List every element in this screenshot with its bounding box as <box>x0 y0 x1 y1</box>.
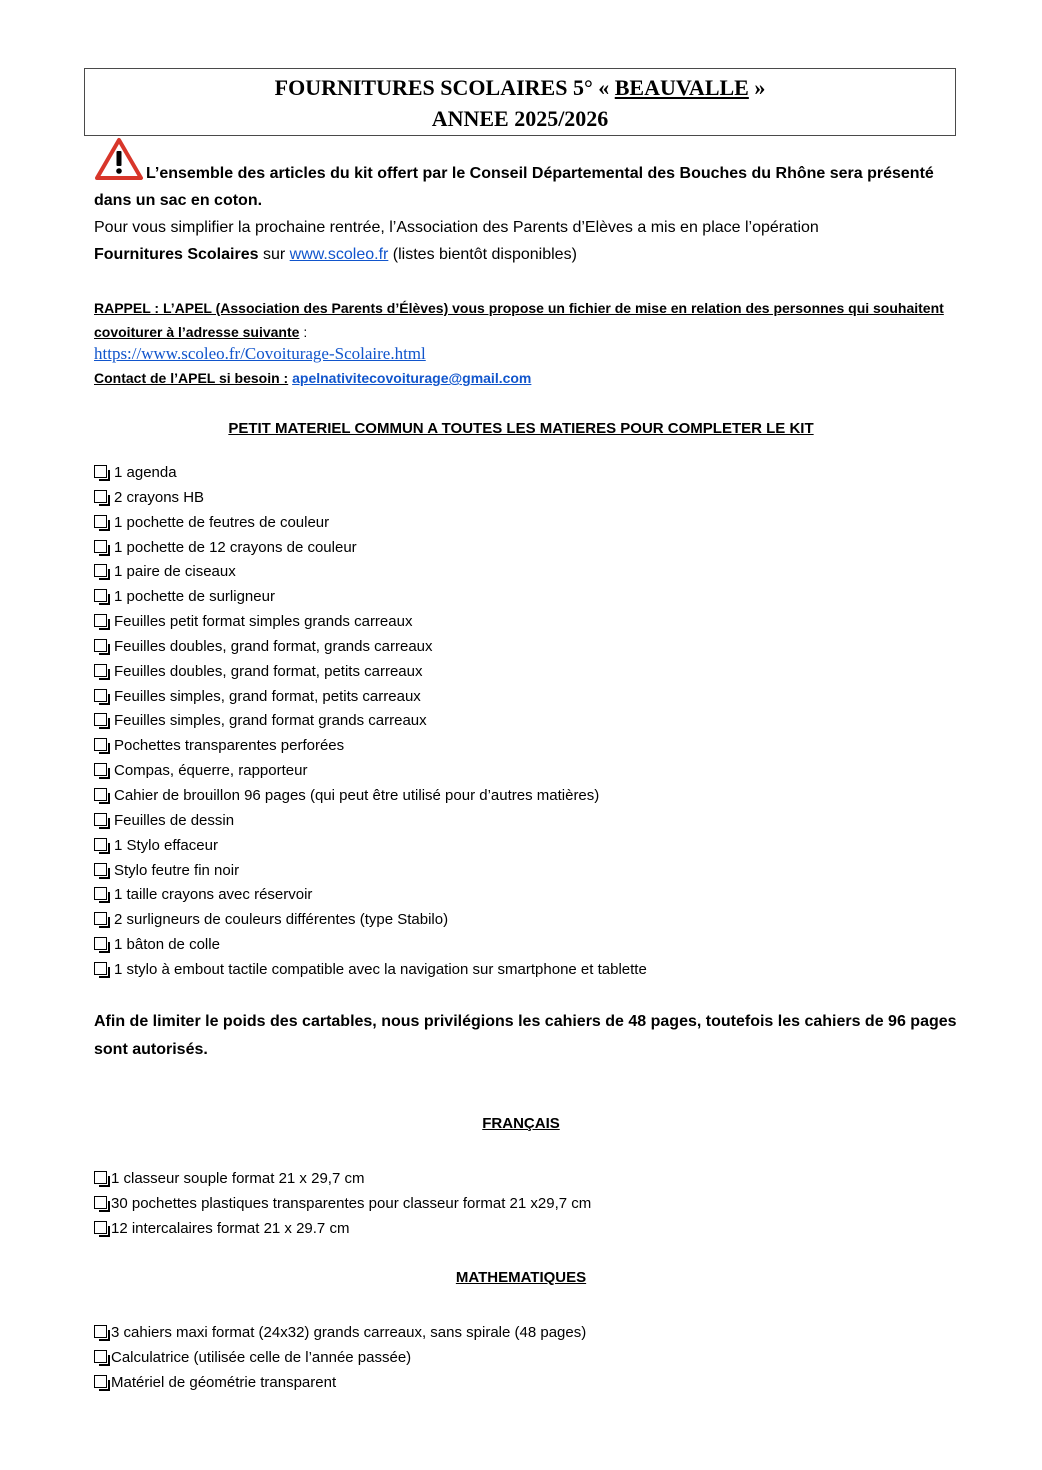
checklist-item <box>94 908 647 933</box>
checklist-item-label: Feuilles simples, grand format grands carreaux <box>114 712 427 730</box>
checklist-item-label: Pochettes transparentes perforées <box>114 737 345 755</box>
page-title <box>85 72 955 103</box>
intro-block <box>94 160 954 268</box>
checklist-item-label: 1 pochette de feutres de couleur <box>114 513 330 531</box>
checklist-item <box>94 635 647 660</box>
common-heading: PETIT MATERIEL COMMUN A TOUTES LES MATIERES POUR COMPLETER LE KIT <box>228 420 814 437</box>
checklist-item <box>94 809 647 834</box>
checklist-item-label: 12 intercalaires format 21 x 29.7 cm <box>111 1219 350 1237</box>
checkbox-icon[interactable] <box>94 564 107 577</box>
checklist-item-label: 2 crayons HB <box>114 488 205 506</box>
checklist-item <box>94 1321 586 1346</box>
contact-label: Contact de l’APEL si besoin : <box>94 370 289 386</box>
checklist-item-label: Compas, équerre, rapporteur <box>114 762 308 780</box>
checklist-item <box>94 883 647 908</box>
checklist-item <box>94 1371 586 1396</box>
maths-heading: MATHEMATIQUES <box>455 1269 587 1286</box>
checklist-item-label: Cahier de brouillon 96 pages (qui peut être utilisé pour d’autres matières) <box>114 786 600 804</box>
checklist-item-label: Feuilles doubles, grand format, petits carreaux <box>114 662 423 680</box>
common-list <box>94 461 647 983</box>
checklist-item <box>94 784 647 809</box>
checklist-item-label: Matériel de géométrie transparent <box>111 1373 337 1391</box>
checklist-item-label: 1 paire de ciseaux <box>114 563 236 581</box>
checklist-item-label: 1 taille crayons avec réservoir <box>114 886 313 904</box>
checkbox-icon[interactable] <box>94 1196 107 1209</box>
maths-list <box>94 1321 586 1396</box>
checklist-item <box>94 1217 591 1242</box>
checkbox-icon[interactable] <box>94 664 107 677</box>
checkbox-icon[interactable] <box>94 614 107 627</box>
sur-word: sur <box>262 246 286 263</box>
school-year: ANNEE 2025/2026 <box>431 106 609 131</box>
checkbox-icon[interactable] <box>94 490 107 503</box>
checklist-item <box>94 834 647 859</box>
checklist-item <box>94 461 647 486</box>
checklist-item <box>94 859 647 884</box>
checklist-item-label: 1 pochette de surligneur <box>114 588 275 606</box>
title-box <box>84 68 956 136</box>
checkbox-icon[interactable] <box>94 763 107 776</box>
checklist-item-label: Feuilles simples, grand format, petits carreaux <box>114 687 421 705</box>
weight-note: Afin de limiter le poids des cartables, nous privilégions les cahiers de 48 pages, toutefois les cahiers de 96 pages sont autorisés. <box>94 1013 957 1058</box>
scoleo-link[interactable]: www.scoleo.fr <box>289 246 389 263</box>
checklist-item-label: 2 surligneurs de couleurs différentes (type Stabilo) <box>114 911 449 929</box>
checklist-item <box>94 610 647 635</box>
checklist-item-label: 1 bâton de colle <box>114 936 220 954</box>
checkbox-icon[interactable] <box>94 1221 107 1234</box>
checklist-item-label: 1 classeur souple format 21 x 29,7 cm <box>111 1170 365 1187</box>
rappel-colon: : <box>299 324 308 340</box>
checklist-item <box>94 1167 591 1192</box>
rappel-text: RAPPEL : L’APEL (Association des Parents d’Élèves) vous propose un fichier de mise en relation des personnes qui souhaitent covoiturer à l’adresse suivante <box>94 300 944 340</box>
francais-heading: FRANÇAIS <box>482 1115 560 1132</box>
checklist-item <box>94 1346 586 1371</box>
checkbox-icon[interactable] <box>94 937 107 950</box>
checklist-item <box>94 1192 591 1217</box>
intro-operation <box>94 241 954 268</box>
checklist-item <box>94 585 647 610</box>
checkbox-icon[interactable] <box>94 689 107 702</box>
checkbox-icon[interactable] <box>94 838 107 851</box>
checklist-item <box>94 486 647 511</box>
checklist-item <box>94 759 647 784</box>
checkbox-icon[interactable] <box>94 912 107 925</box>
checkbox-icon[interactable] <box>94 738 107 751</box>
checkbox-icon[interactable] <box>94 863 107 876</box>
checkbox-icon[interactable] <box>94 540 107 553</box>
checklist-item-label: Stylo feutre fin noir <box>114 861 240 879</box>
checkbox-icon[interactable] <box>94 813 107 826</box>
checklist-item <box>94 734 647 759</box>
checkbox-icon[interactable] <box>94 465 107 478</box>
intro-line: Pour vous simplifier la prochaine rentrée, l’Association des Parents d’Elèves a mis en place l’opération <box>94 219 819 236</box>
title-suffix: » <box>754 75 766 100</box>
checklist-item <box>94 511 647 536</box>
checklist-item <box>94 958 647 983</box>
francais-list <box>94 1167 591 1242</box>
checkbox-icon[interactable] <box>94 713 107 726</box>
checklist-item-label: 1 pochette de 12 crayons de couleur <box>114 538 357 556</box>
checklist-item-label: 3 cahiers maxi format (24x32) grands carreaux, sans spirale (48 pages) <box>111 1324 587 1341</box>
checkbox-icon[interactable] <box>94 589 107 602</box>
checkbox-icon[interactable] <box>94 1325 107 1338</box>
checklist-item <box>94 933 647 958</box>
checklist-item-label: Feuilles petit format simples grands carreaux <box>114 613 413 631</box>
contact-line <box>94 367 954 389</box>
title-prefix: FOURNITURES SCOLAIRES 5° « <box>274 75 610 100</box>
operation-name: Fournitures Scolaires <box>94 246 259 263</box>
checklist-item-label: 1 agenda <box>114 464 177 481</box>
checklist-item <box>94 685 647 710</box>
school-name: BEAUVALLE <box>614 75 749 100</box>
checklist-item <box>94 536 647 561</box>
checklist-item <box>94 709 647 734</box>
checklist-item-label: Feuilles de dessin <box>114 811 235 829</box>
checklist-item-label: 1 stylo à embout tactile compatible avec la navigation sur smartphone et tablette <box>114 960 647 978</box>
covoiturage-link-row <box>94 344 426 364</box>
checklist-item <box>94 560 647 585</box>
checkbox-icon[interactable] <box>94 1350 107 1363</box>
checkbox-icon[interactable] <box>94 1375 107 1388</box>
checkbox-icon[interactable] <box>94 515 107 528</box>
contact-email-link[interactable]: apelnativitecovoiturage@gmail.com <box>292 370 532 386</box>
checklist-item-label: 30 pochettes plastiques transparentes pour classeur format 21 x29,7 cm <box>111 1194 592 1212</box>
checkbox-icon[interactable] <box>94 788 107 801</box>
rappel-block <box>94 296 954 344</box>
checklist-item <box>94 660 647 685</box>
checkbox-icon[interactable] <box>94 962 107 975</box>
checkbox-icon[interactable] <box>94 887 107 900</box>
checkbox-icon[interactable] <box>94 639 107 652</box>
checkbox-icon[interactable] <box>94 1171 107 1184</box>
checklist-item-label: Feuilles doubles, grand format, grands carreaux <box>114 637 433 655</box>
kit-warning-text: L’ensemble des articles du kit offert par le Conseil Départemental des Bouches du Rhône sera présenté dans un sac en coton. <box>94 165 934 209</box>
availability-text: (listes bientôt disponibles) <box>392 246 577 263</box>
checklist-item-label: 1 Stylo effaceur <box>114 836 218 854</box>
covoiturage-link[interactable]: https://www.scoleo.fr/Covoiturage-Scolaire.html <box>94 344 426 363</box>
checklist-item-label: Calculatrice (utilisée celle de l’année passée) <box>111 1348 412 1366</box>
